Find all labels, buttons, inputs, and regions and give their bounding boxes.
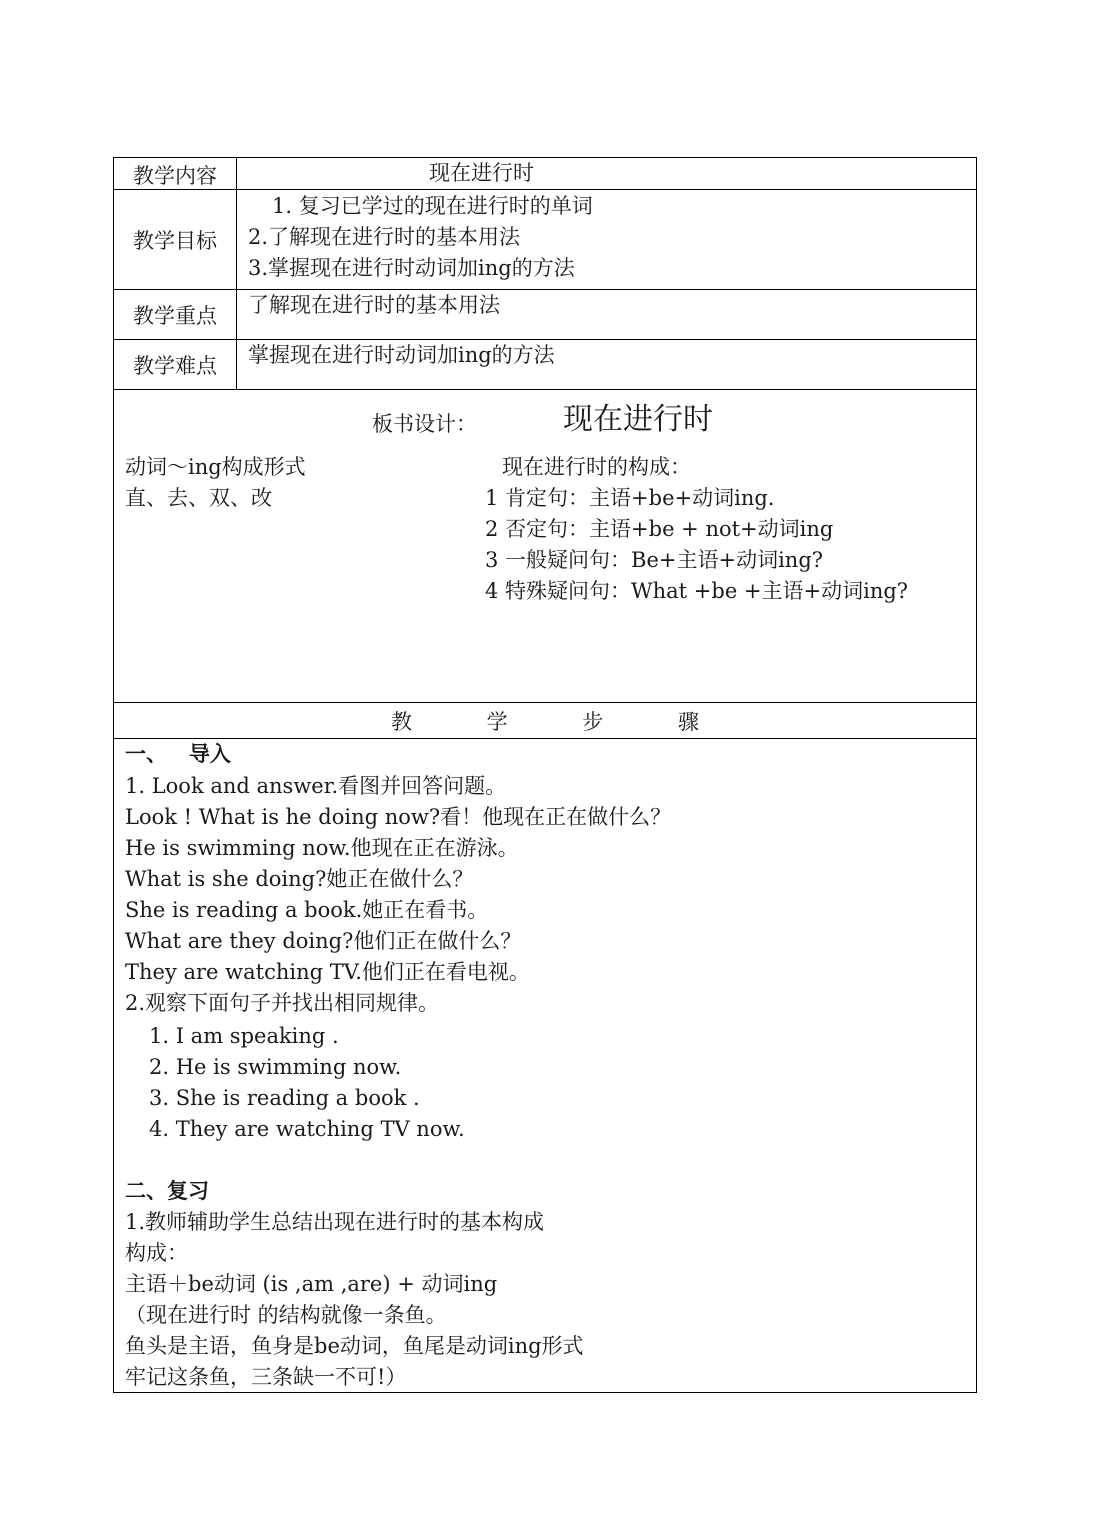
goal-item: 3.掌握现在进行时动词加ing的方法 xyxy=(248,256,575,280)
example-line: 1. I am speaking . xyxy=(149,1024,339,1048)
steps-title xyxy=(114,706,976,736)
row-divider xyxy=(114,389,976,390)
steps-title-char: 步 xyxy=(582,710,604,734)
section1-line: They are watching TV.他们正在看电视。 xyxy=(125,960,530,984)
example-line: 3. She is reading a book . xyxy=(149,1086,420,1110)
section1-heading: 一、 导入 xyxy=(125,742,231,766)
key-point-label: 教学重点 xyxy=(133,304,217,328)
steps-title-char: 学 xyxy=(486,710,508,734)
example-line: 2. He is swimming now. xyxy=(149,1055,402,1079)
steps-title-char: 教 xyxy=(390,710,412,734)
board-label: 板书设计： xyxy=(372,412,477,436)
section1-line: 2.观察下面句子并找出相同规律。 xyxy=(125,991,440,1015)
section2-heading: 二、复习 xyxy=(125,1179,209,1203)
example-line: 4. They are watching TV now. xyxy=(149,1117,465,1141)
board-right-line: 3 一般疑问句：Be+主语+动词ing? xyxy=(485,548,824,572)
board-right-line: 1 肯定句：主语+be+动词ing. xyxy=(485,486,775,510)
section2-line: （现在进行时 的结构就像一条鱼。 xyxy=(125,1303,447,1327)
board-right-line: 4 特殊疑问句：What +be +主语+动词ing? xyxy=(485,579,909,603)
content-label: 教学内容 xyxy=(133,164,217,188)
section2-line: 鱼头是主语，鱼身是be动词，鱼尾是动词ing形式 xyxy=(125,1334,584,1358)
section2-line: 构成： xyxy=(125,1241,188,1265)
key-point-value: 了解现在进行时的基本用法 xyxy=(248,293,500,317)
section2-line: 牢记这条鱼，三条缺一不可!） xyxy=(125,1365,407,1389)
section1-line: She is reading a book.她正在看书。 xyxy=(125,898,489,922)
content-value: 现在进行时 xyxy=(429,161,534,185)
goal-item: 1. 复习已学过的现在进行时的单词 xyxy=(272,194,593,218)
section1-line: Look ! What is he doing now?看！他现在正在做什么？ xyxy=(125,805,672,829)
section1-line: What is she doing?她正在做什么？ xyxy=(125,867,474,891)
board-left-line: 直、去、双、改 xyxy=(125,486,272,510)
difficulty-value: 掌握现在进行时动词加ing的方法 xyxy=(248,343,555,367)
difficulty-label: 教学难点 xyxy=(133,354,217,378)
lesson-plan-table xyxy=(113,157,977,1393)
row-divider xyxy=(114,738,976,739)
section2-line: 主语＋be动词 (is ,am ,are) + 动词ing xyxy=(125,1272,498,1296)
goals-label: 教学目标 xyxy=(133,229,217,253)
column-divider xyxy=(236,158,237,389)
steps-title-char: 骤 xyxy=(678,710,700,734)
board-title: 现在进行时 xyxy=(563,402,713,437)
section1-line: 1. Look and answer.看图并回答问题。 xyxy=(125,774,507,798)
board-right-heading: 现在进行时的构成： xyxy=(502,455,691,479)
board-right-line: 2 否定句：主语+be + not+动词ing xyxy=(485,517,834,541)
section2-line: 1.教师辅助学生总结出现在进行时的基本构成 xyxy=(125,1210,545,1234)
row-divider xyxy=(114,702,976,703)
board-left-line: 动词～ing构成形式 xyxy=(125,455,306,479)
row-divider xyxy=(114,189,976,190)
section1-line: What are they doing?他们正在做什么？ xyxy=(125,929,522,953)
row-divider xyxy=(114,289,976,290)
section1-line: He is swimming now.他现在正在游泳。 xyxy=(125,836,519,860)
goal-item: 2.了解现在进行时的基本用法 xyxy=(248,225,521,249)
